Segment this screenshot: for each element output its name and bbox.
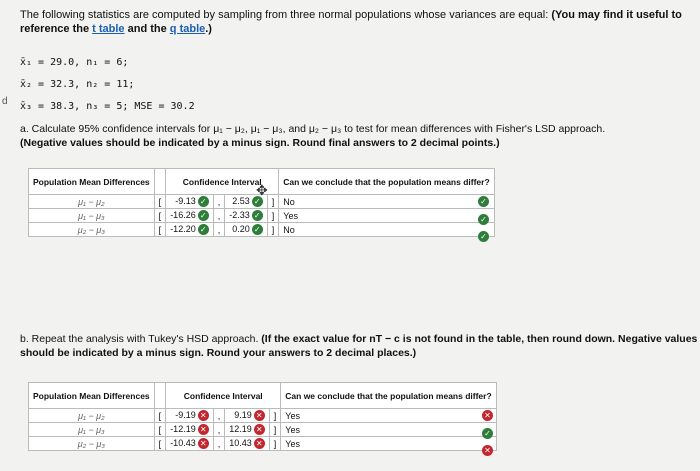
problem-intro [20, 8, 696, 36]
table-row: μ₁ − μ₃ [ -12.19 ✕ , 12.19 ✕ ] Yes [29, 423, 497, 437]
upper-bound-input[interactable]: 0.20 ✓ [225, 223, 268, 237]
cross-icon: ✕ [198, 410, 209, 421]
bracket-close: ] [269, 409, 281, 423]
check-icon: ✓ [198, 210, 209, 221]
bracket-close: ] [267, 195, 279, 209]
conclusion-select[interactable]: Yes [281, 409, 496, 423]
lower-bound-input[interactable]: -12.19 ✕ [166, 423, 214, 437]
upper-bound-input[interactable]: 12.19 ✕ [225, 423, 270, 437]
cross-icon: ✕ [482, 410, 493, 421]
cross-icon: ✕ [198, 424, 209, 435]
intro-bold: (You may find it useful to reference the [20, 9, 682, 35]
stat-line-3: x̄₃ = 38.3, n₃ = 5; MSE = 30.2 [20, 101, 195, 112]
stat-line-1: x̄₁ = 29.0, n₁ = 6; [20, 57, 129, 68]
lower-bound-input[interactable]: -9.13 ✓ [166, 195, 214, 209]
header-conclude: Can we conclude that the population means differ? [279, 169, 494, 195]
conclusion-select[interactable]: Yes [279, 209, 494, 223]
check-icon: ✓ [478, 196, 489, 207]
header-pop-diff: Population Mean Differences [29, 383, 155, 409]
bracket-close: ] [269, 437, 281, 451]
diff-label: μ₁ − μ₂ [29, 195, 155, 209]
part-a-note: (Negative values should be indicated by a minus sign. Round final answers to 2 decimal points.) [20, 137, 500, 149]
bracket-open: [ [154, 437, 166, 451]
check-icon: ✓ [252, 210, 263, 221]
part-b-note: (If the exact value for nT − c is not found in the table, then round down. Negative values should be indicated by a minus sign. Round your answers to 2 decimal places.) [20, 333, 698, 359]
bracket-open: [ [154, 223, 166, 237]
table-row: μ₂ − μ₃ [ -10.43 ✕ , 10.43 ✕ ] Yes [29, 437, 497, 451]
sample-statistics [20, 52, 195, 118]
table-row: μ₂ − μ₃ [ -12.20 ✓ , 0.20 ✓ ] No [29, 223, 495, 237]
part-a-suffix: to test for mean differences with Fisher's LSD approach. [341, 123, 606, 135]
bracket-close: ] [269, 423, 281, 437]
table-row: μ₁ − μ₃ [ -16.26 ✓ , -2.33 ✓ ] Yes [29, 209, 495, 223]
part-a-prefix: a. Calculate 95% confidence intervals for [20, 123, 214, 135]
check-icon: ✓ [252, 196, 263, 207]
bracket-open: [ [154, 409, 166, 423]
check-icon: ✓ [482, 428, 493, 439]
bracket-close: ] [267, 209, 279, 223]
cross-icon: ✕ [254, 438, 265, 449]
table-row: μ₁ − μ₂ [ -9.19 ✕ , 9.19 ✕ ] Yes [29, 409, 497, 423]
intro-text: The following statistics are computed by sampling from three normal populations whose variances are equal: [20, 9, 552, 21]
t-table-link[interactable]: t table [92, 23, 125, 35]
diff-label: μ₂ − μ₃ [29, 223, 155, 237]
cross-icon: ✕ [254, 410, 265, 421]
header-confidence-interval: Confidence Interval [166, 169, 279, 195]
check-icon: ✓ [478, 231, 489, 242]
conclusion-select[interactable]: No [279, 195, 494, 209]
header-conclude: Can we conclude that the population means differ? [281, 383, 496, 409]
intro-and: and the [124, 23, 170, 35]
cross-icon: ✕ [198, 438, 209, 449]
cross-icon: ✕ [254, 424, 265, 435]
diff-label: μ₁ − μ₃ [29, 423, 155, 437]
move-cursor-icon: ✥ [256, 182, 268, 198]
diff-label: μ₂ − μ₃ [29, 437, 155, 451]
q-table-link[interactable]: q table [169, 23, 206, 35]
bracket-open: [ [154, 423, 166, 437]
upper-bound-input[interactable]: -2.33 ✓ [225, 209, 268, 223]
check-icon: ✓ [252, 224, 263, 235]
part-a-pairs: μ₁ − μ₂, μ₁ − μ₃, and μ₂ − μ₃ [213, 123, 342, 135]
lower-bound-input[interactable]: -16.26 ✓ [166, 209, 214, 223]
fisher-lsd-table [28, 168, 495, 237]
lower-bound-input[interactable]: -9.19 ✕ [166, 409, 214, 423]
check-icon: ✓ [198, 196, 209, 207]
bracket-open: [ [154, 195, 166, 209]
upper-bound-input[interactable]: 10.43 ✕ [225, 437, 270, 451]
cross-icon: ✕ [482, 445, 493, 456]
part-a-question [20, 122, 698, 150]
bracket-open: [ [154, 209, 166, 223]
lower-bound-input[interactable]: -12.20 ✓ [166, 223, 214, 237]
conclusion-select[interactable]: No [279, 223, 494, 237]
header-confidence-interval: Confidence Interval [166, 383, 281, 409]
diff-label: μ₁ − μ₃ [29, 209, 155, 223]
upper-bound-input[interactable]: 2.53 ✓ [225, 195, 268, 209]
lower-bound-input[interactable]: -10.43 ✕ [166, 437, 214, 451]
upper-bound-input[interactable]: 9.19 ✕ [225, 409, 270, 423]
part-b-text: b. Repeat the analysis with Tukey's HSD approach. [20, 333, 262, 345]
check-icon: ✓ [198, 224, 209, 235]
part-b-question [20, 332, 698, 360]
intro-close: .) [205, 23, 212, 35]
tukey-hsd-table [28, 382, 497, 451]
margin-mark: d [2, 96, 8, 107]
check-icon: ✓ [478, 214, 489, 225]
bracket-close: ] [267, 223, 279, 237]
table-row: μ₁ − μ₂ [ -9.13 ✓ , 2.53 ✓ ] No [29, 195, 495, 209]
conclusion-select[interactable]: Yes [281, 423, 496, 437]
header-pop-diff: Population Mean Differences [29, 169, 155, 195]
diff-label: μ₁ − μ₂ [29, 409, 155, 423]
conclusion-select[interactable]: Yes [281, 437, 496, 451]
stat-line-2: x̄₂ = 32.3, n₂ = 11; [20, 79, 135, 90]
